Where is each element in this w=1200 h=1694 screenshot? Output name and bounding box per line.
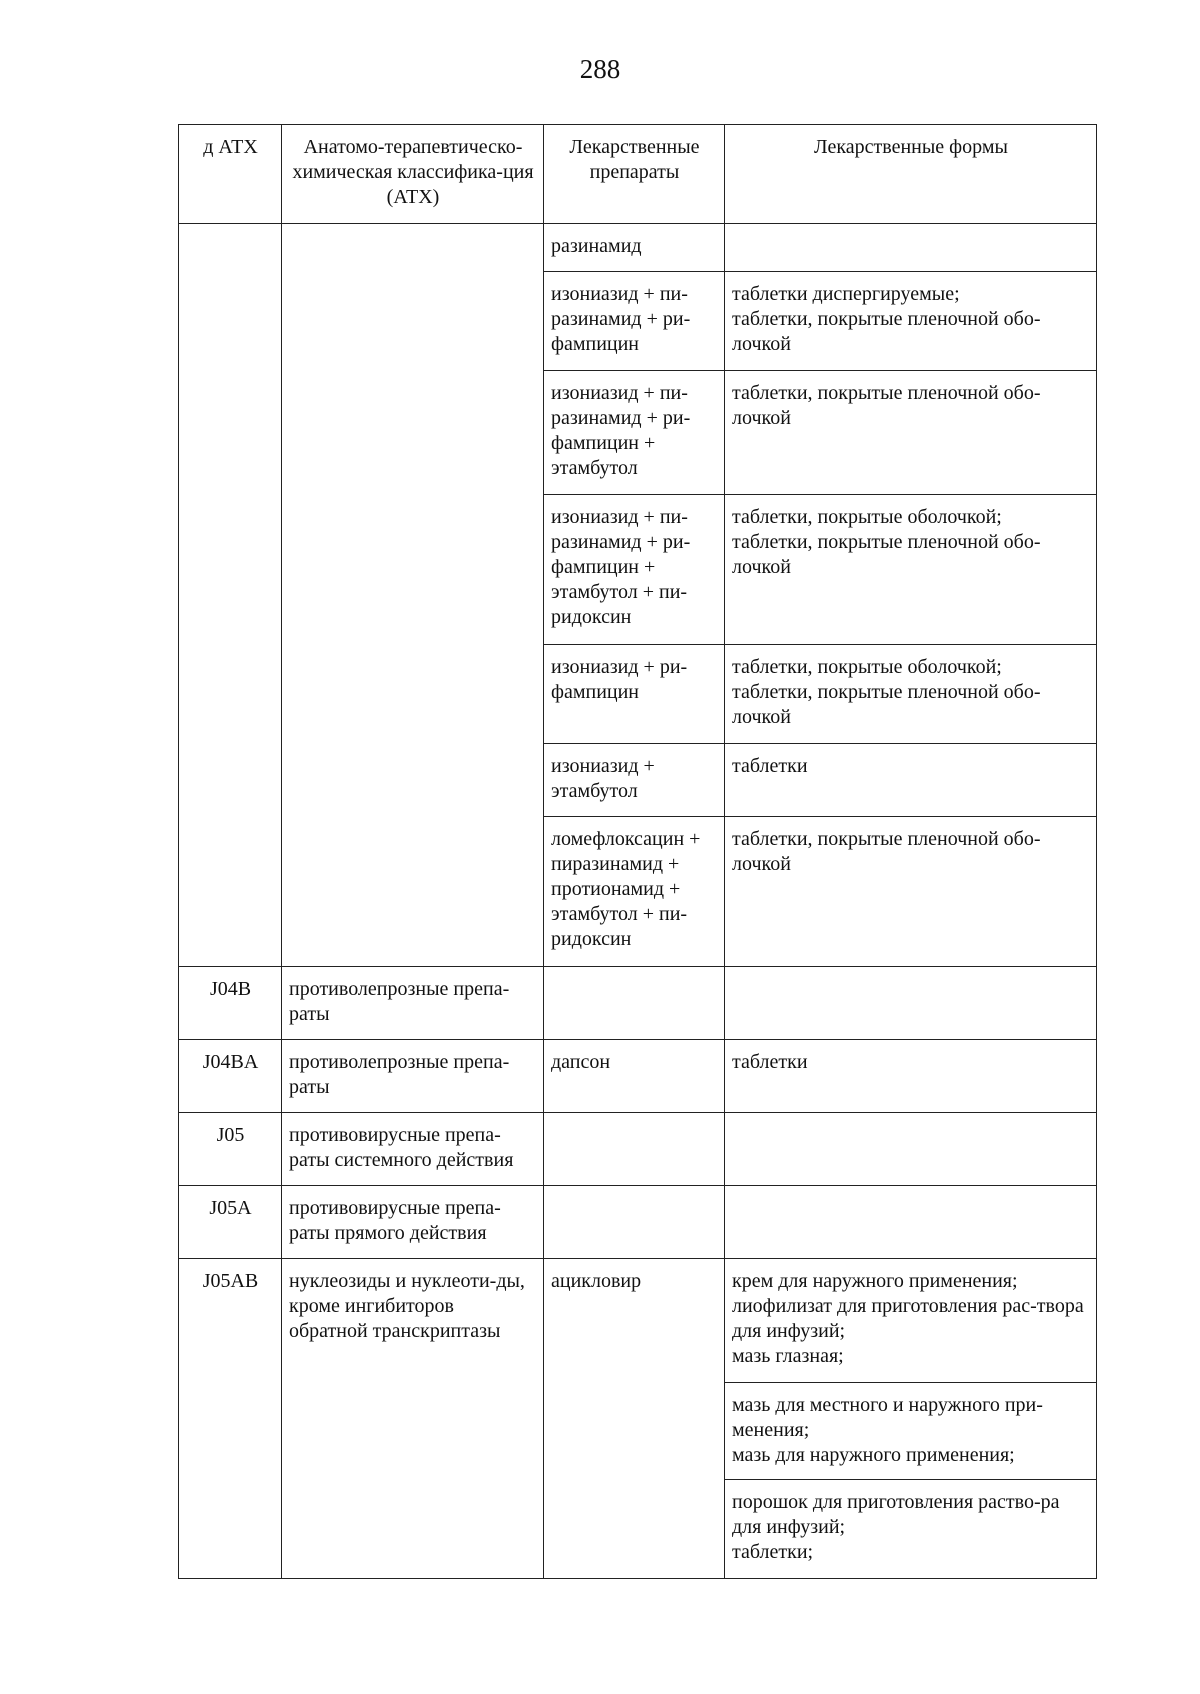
forms-cell: крем для наружного применения; лиофилизат для приготовления рас-твора для инфузий; мазь глазная; [725,1259,1097,1383]
drug-cell [544,1186,725,1259]
forms-cell [725,1186,1097,1259]
drug-cell: ацикловир [544,1259,725,1579]
code-cell [179,224,282,967]
forms-cell [725,1113,1097,1186]
header-code: д АТХ [179,125,282,224]
table-row [179,967,1097,1040]
forms-cell: таблетки [725,1040,1097,1113]
classification-cell: противолепрозные препа-раты [282,967,544,1040]
header-forms: Лекарственные формы [725,125,1097,224]
page-number: 288 [579,54,621,84]
drug-cell: разинамид [544,224,725,272]
code-cell: J05 [179,1113,282,1186]
header-drugs: Лекарственные препараты [544,125,725,224]
code-cell: J04BA [179,1040,282,1113]
classification-cell: нуклеозиды и нуклеоти-ды, кроме ингибиторов обратной транскриптазы [282,1259,544,1579]
forms-cell [725,967,1097,1040]
code-cell: J05A [179,1186,282,1259]
classification-cell: противовирусные препа-раты системного действия [282,1113,544,1186]
drug-cell: изониазид + пи-разинамид + ри-фампицин [544,272,725,371]
classification-cell: противовирусные препа-раты прямого действия [282,1186,544,1259]
code-cell: J04B [179,967,282,1040]
table-row [179,1186,1097,1259]
atx-table [178,124,1097,1579]
drug-cell: ломефлоксацин + пиразинамид + протионамид + этамбутол + пи-ридоксин [544,817,725,967]
drug-cell: изониазид + этамбутол [544,744,725,817]
table-row [179,224,1097,272]
table-row [179,1113,1097,1186]
drug-cell [544,1113,725,1186]
table-row [179,1040,1097,1113]
forms-cell: таблетки, покрытые пленочной обо-лочкой [725,371,1097,495]
drug-cell: изониазид + пи-разинамид + ри-фампицин + этамбутол + пи-ридоксин [544,495,725,645]
forms-cell [725,224,1097,272]
classification-cell [282,224,544,967]
code-cell: J05AB [179,1259,282,1579]
forms-cell: таблетки, покрытые оболочкой; таблетки, покрытые пленочной обо-лочкой [725,645,1097,744]
forms-cell: таблетки [725,744,1097,817]
table-header-row [179,125,1097,224]
header-classification: Анатомо-терапевтическо-химическая классифика-ция (АТХ) [282,125,544,224]
drug-cell: изониазид + пи-разинамид + ри-фампицин + этамбутол [544,371,725,495]
forms-cell: мазь для местного и наружного при-менения; мазь для наружного применения; [725,1383,1097,1480]
drug-cell: дапсон [544,1040,725,1113]
forms-cell: таблетки диспергируемые; таблетки, покрытые пленочной обо-лочкой [725,272,1097,371]
classification-cell: противолепрозные препа-раты [282,1040,544,1113]
forms-cell: таблетки, покрытые пленочной обо-лочкой [725,817,1097,967]
drug-cell: изониазид + ри-фампицин [544,645,725,744]
forms-cell: порошок для приготовления раство-ра для инфузий; таблетки; [725,1480,1097,1579]
drug-cell [544,967,725,1040]
forms-cell: таблетки, покрытые оболочкой; таблетки, покрытые пленочной обо-лочкой [725,495,1097,645]
table-row [179,1259,1097,1383]
